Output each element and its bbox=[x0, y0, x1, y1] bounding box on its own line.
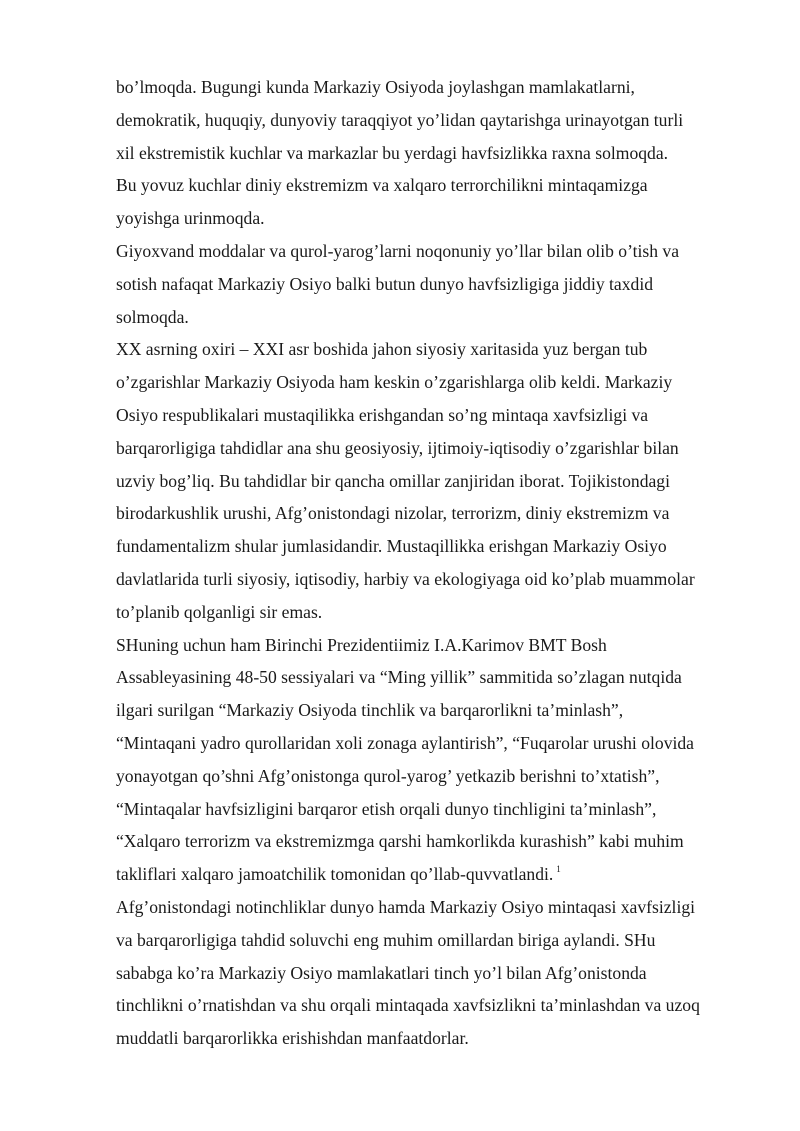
text-line: takliflari xalqaro jamoatchilik tomonidan qo’llab-quvvatlandi. bbox=[116, 864, 554, 885]
text-line: ilgari surilgan “Markaziy Osiyoda tinchlik va barqarorlikni ta’minlash”, bbox=[116, 700, 624, 721]
text-line-with-footnote bbox=[116, 858, 746, 891]
text-line: SHuning uchun ham Birinchi Prezidentiimiz I.A.Karimov BMT Bosh bbox=[116, 634, 607, 655]
text-line: muddatli barqarorlikka erishishdan manfaatdorlar. bbox=[116, 1028, 469, 1049]
text-line: sotish nafaqat Markaziy Osiyo balki butun dunyo havfsizligiga jiddiy taxdid bbox=[116, 273, 654, 294]
text-line: tinchlikni o’rnatishdan va shu orqali mintaqada xavfsizlikni ta’minlashdan va uzoq bbox=[116, 995, 700, 1016]
text-line: va barqarorligiga tahdid soluvchi eng muhim omillardan biriga aylandi. SHu bbox=[116, 929, 656, 950]
text-line: “Mintaqalar havfsizligini barqaror etish orqali dunyo tinchligini ta’minlash”, bbox=[116, 798, 657, 819]
text-line: davlatlarida turli siyosiy, iqtisodiy, harbiy va ekologiyaga oid ko’plab muammolar bbox=[116, 568, 695, 589]
text-line: yoyishga urinmoqda. bbox=[116, 208, 265, 229]
text-line: bo’lmoqda. Bugungi kunda Markaziy Osiyoda joylashgan mamlakatlarni, bbox=[116, 77, 635, 97]
text-line: fundamentalizm shular jumlasidandir. Mustaqillikka erishgan Markaziy Osiyo bbox=[116, 536, 667, 557]
text-line: yonayotgan qo’shni Afg’onistonga qurol-yarog’ yetkazib berishni to’xtatish”, bbox=[116, 765, 660, 786]
text-line: o’zgarishlar Markaziy Osiyoda ham keskin o’zgarishlarga olib keldi. Markaziy bbox=[116, 372, 673, 393]
text-line: solmoqda. bbox=[116, 306, 189, 327]
text-line: Assableyasining 48-50 sessiyalari va “Ming yillik” sammitida so’zlagan nutqida bbox=[116, 667, 682, 688]
text-line: Bu yovuz kuchlar diniy ekstremizm va xalqaro terrorchilikni mintaqamizga bbox=[116, 175, 648, 196]
text-line: Osiyo respublikalari mustaqilikka erishgandan so’ng mintaqa xavfsizligi va bbox=[116, 404, 649, 425]
text-line: birodarkushlik urushi, Afg’onistondagi nizolar, terrorizm, diniy ekstremizm va bbox=[116, 503, 670, 524]
footnote-reference[interactable]: 1 bbox=[556, 864, 561, 875]
text-line: Giyoxvand moddalar va qurol-yarog’larni noqonuniy yo’llar bilan olib o’tish va bbox=[116, 240, 680, 261]
text-line: “Xalqaro terrorizm va ekstremizmga qarshi hamkorlikda kurashish” kabi muhim bbox=[116, 831, 684, 852]
text-line: xil ekstremistik kuchlar va markazlar bu yerdagi havfsizlikka raxna solmoqda. bbox=[116, 142, 669, 163]
text-line: Afg’onistondagi notinchliklar dunyo hamda Markaziy Osiyo mintaqasi xavfsizligi bbox=[116, 896, 696, 917]
text-line: “Mintaqani yadro qurollaridan xoli zonaga aylantirish”, “Fuqarolar urushi olovida bbox=[116, 732, 694, 753]
text-line: XX asrning oxiri – XXI asr boshida jahon siyosiy xaritasida yuz bergan tub bbox=[116, 339, 648, 360]
text-line: barqarorligiga tahdidlar ana shu geosiyosiy, ijtimoiy-iqtisodiy o’zgarishlar bilan bbox=[116, 437, 679, 458]
text-line: demokratik, huquqiy, dunyoviy taraqqiyot yo’lidan qaytarishga urinayotgan turli bbox=[116, 109, 684, 130]
text-line: uzviy bog’liq. Bu tahdidlar bir qancha omillar zanjiridan iborat. Tojikistondagi bbox=[116, 470, 670, 491]
text-line: sababga ko’ra Markaziy Osiyo mamlakatlari tinch yo’l bilan Afg’onistonda bbox=[116, 962, 647, 983]
document-body bbox=[116, 71, 746, 1055]
text-line: to’planib qolganligi sir emas. bbox=[116, 601, 323, 622]
